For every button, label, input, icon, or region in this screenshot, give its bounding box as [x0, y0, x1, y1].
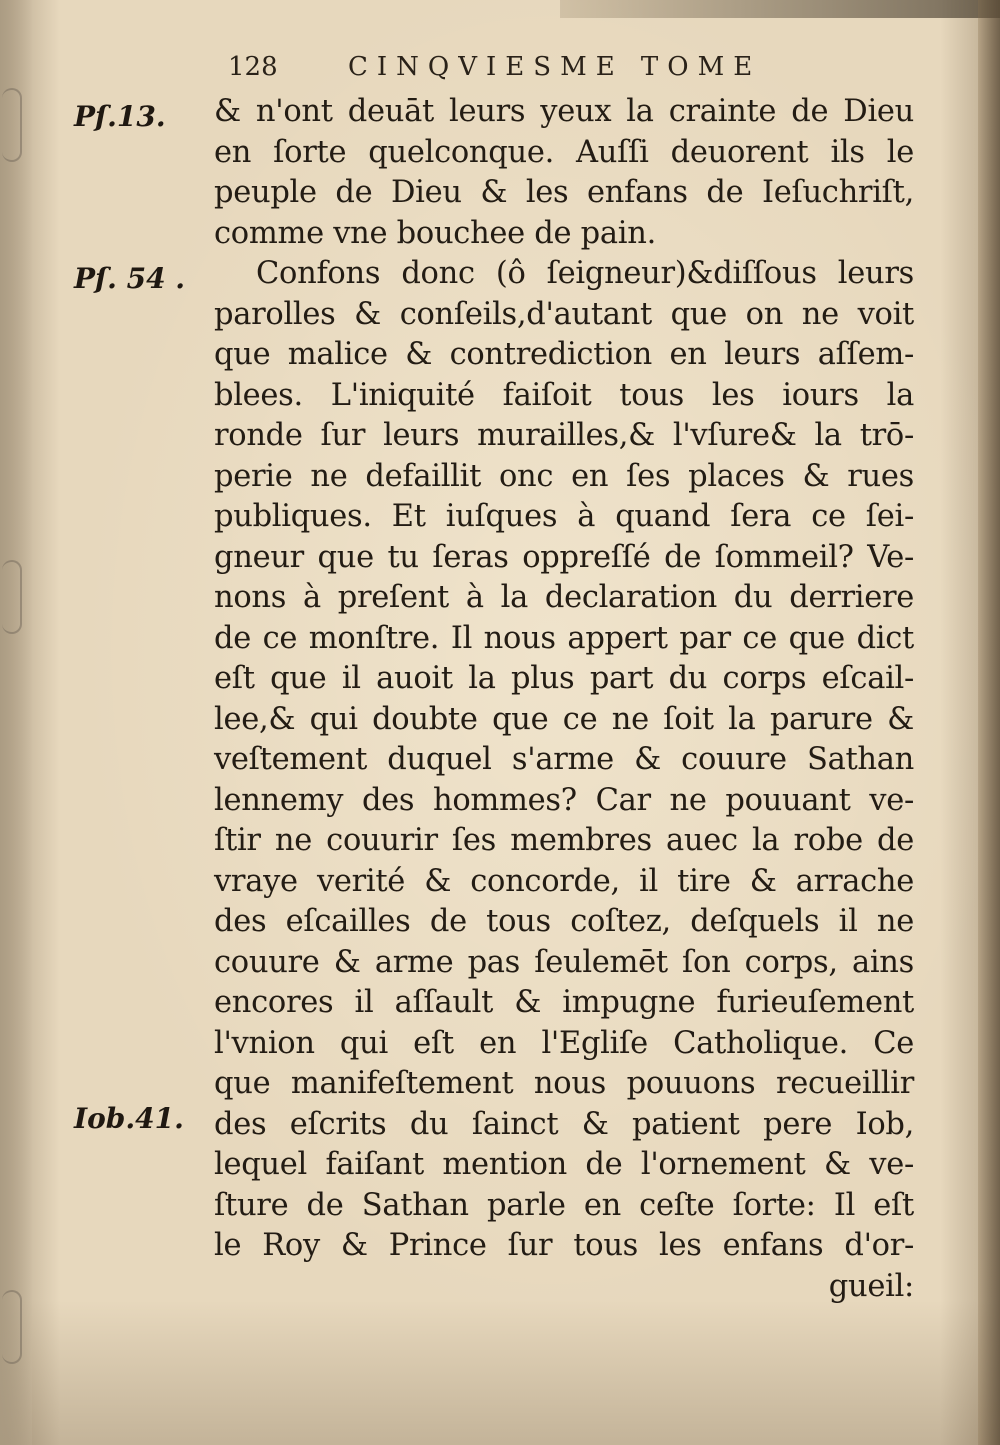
text-line: lee,& qui doubte que ce ne ſoit la parure & [214, 701, 914, 737]
margin-note: Pſ.13. [74, 100, 166, 133]
page-number: 128 [228, 52, 278, 82]
text-line: eſt que il auoit la plus part du corps eſcail- [214, 661, 914, 696]
text-line: lequel faiſant mention de l'ornement & ve- [214, 1147, 914, 1182]
text-line: perie ne defaillit onc en ſes places & rues [214, 458, 914, 494]
text-line: l'vnion qui eſt en l'Egliſe Catholique. Ce [214, 1025, 914, 1061]
text-line: ronde ſur leurs murailles,& l'vſure& la trō- [214, 418, 914, 453]
running-header [228, 52, 788, 82]
text-line: de ce monſtre. Il nous appert par ce que dict [214, 620, 914, 656]
text-line: publiques. Et iuſques à quand ſera ce ſei- [214, 499, 914, 534]
text-line: en ſorte quelconque. Auſſi deuorent ils le [214, 134, 914, 170]
text-line: que manifeſtement nous pouuons recueillir [214, 1066, 914, 1101]
text-line: peuple de Dieu & les enfans de Ieſuchriſt, [214, 175, 914, 210]
text-line: Confons donc (ô ſeigneur)&diſſous leurs [256, 256, 914, 291]
margin-note: Pſ. 54 . [74, 262, 186, 295]
text-line: nons à preſent à la declaration du derriere [214, 580, 914, 615]
page-top-shadow [560, 0, 1000, 18]
text-line: parolles & conſeils,d'autant que on ne voit [214, 296, 914, 332]
binding-hole [2, 1290, 22, 1364]
binding-hole [2, 560, 22, 634]
text-line: des eſcailles de tous coſtez, deſquels il ne [214, 904, 914, 939]
text-line: gueil: [828, 1268, 914, 1304]
running-title: CINQVIESME TOME [348, 52, 762, 82]
body-text [214, 92, 914, 1307]
page-binding-edge [0, 0, 32, 1445]
page-right-edge [978, 0, 1000, 1445]
binding-hole [2, 88, 22, 162]
text-line: couure & arme pas ſeulemēt ſon corps, ains [214, 944, 914, 980]
text-line: comme vne bouchee de pain. [214, 215, 656, 251]
text-line: ſtir ne couurir ſes membres auec la robe de [214, 823, 914, 858]
text-line: des eſcrits du ſainct & patient pere Iob, [214, 1106, 914, 1142]
text-line: lennemy des hommes? Car ne pouuant ve- [214, 782, 914, 818]
text-line: ſture de Sathan parle en ceſte ſorte: Il eſt [214, 1187, 914, 1223]
text-line: blees. L'iniquité faiſoit tous les iours la [214, 377, 914, 413]
margin-note: Iob.41. [74, 1102, 184, 1135]
text-line: veſtement duquel s'arme & couure Sathan [214, 742, 914, 777]
text-line: vraye verité & concorde, il tire & arrache [214, 863, 914, 899]
text-line: gneur que tu ſeras oppreſſé de ſommeil? Ve- [214, 539, 914, 575]
text-line: encores il aſſault & impugne furieuſement [214, 985, 914, 1020]
text-line: & n'ont deuāt leurs yeux la crainte de Dieu [214, 94, 914, 129]
text-line: le Roy & Prince ſur tous les enfans d'or- [214, 1228, 914, 1263]
text-line: que malice & contrediction en leurs aſſem- [214, 337, 914, 372]
